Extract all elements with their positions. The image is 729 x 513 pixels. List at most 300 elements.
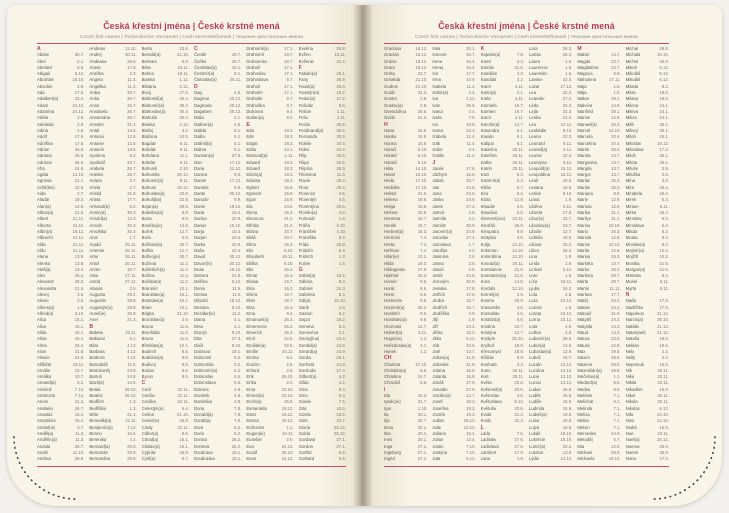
name-day-date: 25.1.	[659, 134, 669, 140]
name-label: Květa	[480, 380, 492, 386]
name-label: Bruna	[141, 323, 154, 329]
name-day-date: 15.8.	[417, 140, 428, 146]
name-day-date: 18.5.	[659, 342, 669, 348]
name-day-date: 7.6.	[468, 115, 476, 121]
name-day-date: 25.11.	[125, 241, 137, 247]
name-day-date: 2.9.	[516, 292, 524, 298]
name-day-date: 21.1.	[127, 412, 137, 418]
name-label: Jozefa	[432, 412, 445, 418]
name-label: Nikita	[625, 380, 637, 386]
name-label: Bernard(a)	[89, 443, 110, 449]
name-label: Bartoloměj	[89, 367, 110, 373]
name-day-date: 25.9.	[659, 449, 669, 455]
name-day-date: 10.11.	[657, 430, 669, 436]
name-label: Leopoldina	[528, 172, 551, 178]
name-day-date: 24.12.	[72, 102, 85, 108]
name-day-date: 17.9.	[417, 266, 428, 272]
name-label: Čeněk	[193, 52, 207, 58]
name-day-date: 19.6.	[562, 184, 573, 190]
name-day-date: 9.5.	[181, 367, 189, 373]
name-day-date: 19.12.	[229, 222, 242, 228]
name-day-date: 1.6.	[338, 216, 346, 222]
name-day-date: 13.4.	[74, 266, 85, 272]
name-day-date: 19.11.	[125, 329, 137, 335]
name-day-date: 27.11.	[125, 273, 137, 279]
name-day-date: 14.7.	[514, 121, 524, 127]
name-label: Benjamín(a)	[89, 424, 113, 430]
name-day-date: 1.2.	[420, 348, 428, 354]
name-label: Dita	[193, 336, 202, 342]
name-label: Erika	[246, 380, 257, 386]
name-day-date: 9.4.	[286, 109, 294, 115]
name-day-date: 18.12.	[657, 140, 669, 146]
name-day-date: 29.5.	[611, 355, 621, 361]
name-day-date: 22.3.	[562, 90, 573, 96]
name-day-date: 1.12.	[466, 96, 476, 102]
name-label: Blahomil(a)	[141, 96, 164, 102]
name-label: Lesana	[528, 184, 544, 190]
name-label: Fulvie	[298, 260, 311, 266]
name-label: Barbara	[89, 348, 105, 354]
name-label: Felicie	[298, 109, 312, 115]
name-label: Livie	[528, 273, 538, 279]
name-label: Florence	[298, 191, 316, 197]
name-day-date: 30.3.	[127, 210, 137, 216]
name-label: Michael	[577, 449, 593, 455]
name-day-date: 24.12.	[281, 443, 294, 449]
name-day-entry	[89, 456, 136, 462]
name-label: Hanuš	[384, 146, 397, 152]
name-day-date: 5.1.	[234, 146, 242, 152]
name-day-date: 10.4.	[231, 228, 242, 234]
name-label: Jiljí	[432, 317, 439, 323]
name-day-date: 12.9.	[611, 115, 621, 121]
name-day-date: 6.2.	[234, 430, 242, 436]
name-day-date: 15.9.	[466, 374, 476, 380]
name-day-date: 16.9.	[562, 399, 573, 405]
name-label: Mabel	[577, 52, 590, 58]
name-label: Kleopatra	[480, 228, 500, 234]
page-subtitle: Czech first names | Tschechische Vornamen | Cseh keresztelőnevek | Чешские крестильные имена	[415, 34, 638, 40]
name-label: Marie	[577, 197, 589, 203]
name-label: Kordula	[480, 285, 496, 291]
letter-header: A	[37, 45, 41, 52]
name-day-date: 15.2.	[336, 90, 346, 96]
name-label: Markéta	[577, 260, 593, 266]
name-label: Klaudius	[480, 210, 498, 216]
name-label: Astrid	[89, 279, 101, 285]
name-day-date: 11.1.	[179, 153, 189, 159]
name-label: Edwina	[246, 178, 261, 184]
name-day-date: 21.2.	[284, 222, 294, 228]
name-label: Bára	[89, 342, 99, 348]
name-label: Mína	[625, 178, 636, 184]
name-day-date: 5.2.	[234, 361, 242, 367]
name-day-date: 1.9.	[565, 254, 573, 260]
name-day-date: 4.10.	[336, 222, 346, 228]
name-label: Leontýna	[528, 159, 547, 165]
name-day-date: 1.1.	[613, 374, 621, 380]
name-label: Gerard(a)	[298, 348, 318, 354]
letter-header: E	[246, 121, 250, 128]
name-label: Igor	[384, 405, 392, 411]
name-day-date: 17.12.	[560, 83, 573, 89]
name-day-date: 31.3.	[417, 115, 428, 121]
name-day-date: 16.3.	[284, 273, 294, 279]
name-label: Blažena	[141, 134, 158, 140]
name-label: Leticie	[528, 191, 542, 197]
name-label: Lukrécie	[528, 437, 546, 443]
name-label: Albín(a)	[37, 228, 53, 234]
name-day-date: 24.3.	[336, 285, 346, 291]
name-day-date: 5.8.	[516, 317, 524, 323]
name-day-date: 24.9.	[611, 430, 621, 436]
name-label: Anastáz	[37, 412, 53, 418]
name-label: Jasmína	[432, 254, 449, 260]
name-label: Evan	[246, 456, 257, 462]
name-day-date: 30.7.	[74, 52, 85, 58]
name-day-date: 6.11.	[563, 266, 573, 272]
name-day-date: 23.4.	[74, 96, 85, 102]
name-label: Kamila	[480, 64, 494, 70]
name-day-date: 17.2.	[659, 146, 669, 152]
name-label: Florentýn	[298, 197, 317, 203]
name-label: Andula	[37, 443, 51, 449]
name-day-date: 13.9.	[562, 449, 573, 455]
name-label: Boris	[141, 235, 152, 241]
name-label: Justin	[432, 443, 444, 449]
name-day-date: 21.10.	[177, 52, 189, 58]
name-label: Melichar	[577, 399, 594, 405]
name-day-date: 11.3.	[75, 437, 85, 443]
name-day-date: 28.5.	[417, 109, 428, 115]
name-day-date: 26.6.	[74, 153, 85, 159]
left-page-content	[37, 5, 346, 506]
name-label: Irenej	[432, 64, 444, 70]
name-label: Bronislav(a)	[141, 317, 165, 323]
name-day-date: 4.1.	[234, 323, 242, 329]
name-label: Magdaléna	[577, 64, 599, 70]
name-label: Eva	[246, 443, 254, 449]
name-day-date: 10.2.	[659, 254, 669, 260]
letter-header: H	[384, 121, 388, 128]
name-label: Hroznata	[384, 323, 402, 329]
name-day-date: 29.7.	[611, 279, 621, 285]
name-day-date: 9.9.	[234, 184, 242, 190]
name-day-date: 4.4.	[468, 90, 476, 96]
name-label: Niobé	[625, 424, 637, 430]
name-day-date: 24.12.	[281, 456, 294, 462]
name-label: Milica	[625, 115, 637, 121]
name-day-date: 11.6.	[179, 329, 189, 335]
name-day-date: 19.1.	[611, 96, 621, 102]
name-label: Mario	[577, 228, 589, 234]
name-day-date: 26.7.	[127, 90, 137, 96]
name-day-date: 25.6.	[466, 102, 476, 108]
name-label: Budimír	[141, 348, 157, 354]
name-label: Ingrid	[384, 456, 395, 462]
name-day-date: 28.2.	[562, 443, 573, 449]
name-label: Kunhuta	[480, 361, 497, 367]
name-label: Filipína	[298, 165, 313, 171]
name-label: Noema	[625, 443, 640, 449]
name-label: Alenka	[37, 260, 51, 266]
name-day-date: 15.1.	[74, 329, 85, 335]
name-label: Mojžíš	[625, 254, 639, 260]
footer-rule	[384, 466, 669, 467]
name-day-date: 4.8.	[565, 323, 573, 329]
name-label: Egon	[246, 197, 257, 203]
name-day-date: 2.4.	[286, 380, 294, 386]
name-day-date: 14.3.	[611, 323, 621, 329]
name-day-date: 26.7.	[127, 172, 137, 178]
name-day-date: 17.11.	[609, 77, 621, 83]
name-label: Dag	[193, 90, 202, 96]
name-label: Andrea	[37, 456, 51, 462]
name-day-date: 10.1.	[179, 298, 189, 304]
name-day-date: 8.9.	[613, 191, 621, 197]
name-day-date: 25.1.	[659, 159, 669, 165]
name-day-date: 1.3.	[129, 399, 137, 405]
name-label: Dušan(a)	[246, 115, 264, 121]
name-label: Hynek	[384, 348, 397, 354]
name-label: Augustin	[89, 298, 107, 304]
letter-header: CH	[384, 355, 392, 362]
name-day-date: 31.7.	[417, 399, 428, 405]
name-label: Florián(a)	[298, 210, 318, 216]
name-label: Herta	[384, 241, 395, 247]
name-day-date: 24.8.	[127, 367, 137, 373]
name-day-date: 5.11.	[659, 279, 669, 285]
name-label: Lujza	[528, 424, 540, 430]
name-label: Jitka	[432, 336, 442, 342]
name-day-date: 20.12.	[229, 109, 242, 115]
name-label: Anežka	[89, 71, 104, 77]
name-label: Marian	[577, 178, 591, 184]
name-day-date: 16.1.	[179, 443, 189, 449]
name-day-date: 24.7.	[417, 374, 428, 380]
name-day-date: 7.1.	[613, 412, 621, 418]
name-label: Alexandr	[37, 279, 54, 285]
name-day-date: 24.1.	[659, 102, 669, 108]
name-day-date: 6.11.	[563, 159, 573, 165]
name-label: Michel	[625, 58, 639, 64]
name-day-date: 12.4.	[466, 437, 476, 443]
name-day-date: 16.7.	[514, 109, 524, 115]
name-day-date: 1.1.	[286, 424, 294, 430]
name-day-date: 19.12.	[229, 298, 242, 304]
name-day-date: 21.11.	[72, 247, 85, 253]
name-label: Ivo	[432, 121, 439, 127]
name-day-date: 6.1.	[516, 127, 524, 133]
name-day-date: 25.1.	[659, 121, 669, 127]
name-day-date: 28.8.	[127, 298, 137, 304]
name-label: Marion	[577, 241, 591, 247]
name-label: Luboš	[528, 355, 541, 361]
name-label: Blahomír(a)	[141, 102, 165, 108]
name-day-date: 3.3.	[516, 58, 524, 64]
name-label: Augusta	[89, 292, 106, 298]
name-label: Leokádie	[528, 127, 547, 133]
name-label: Bertold(a)	[141, 52, 161, 58]
name-day-date: 4.2.	[338, 374, 346, 380]
name-day-date: 17.1.	[284, 45, 294, 51]
name-day-date: 17.9.	[659, 304, 669, 310]
name-day-date: 30.3.	[127, 228, 137, 234]
name-label: Cecílie	[141, 393, 155, 399]
name-day-date: 9.11.	[179, 146, 189, 152]
name-label: Nepomuk	[625, 361, 645, 367]
name-day-date: 6.11.	[563, 140, 573, 146]
name-day-date: 15.8.	[417, 134, 428, 140]
name-label: Elina	[246, 241, 256, 247]
name-label: Aida	[37, 191, 46, 197]
name-day-date: 2.6.	[468, 210, 476, 216]
name-day-date: 17.5.	[127, 64, 137, 70]
name-day-date: 25.12.	[657, 437, 669, 443]
name-label: Horác	[384, 285, 396, 291]
letter-header: Č	[193, 45, 198, 52]
name-label: Eliáš	[246, 235, 256, 241]
name-label: Darja	[193, 228, 205, 234]
name-label: Ludvík(a)	[528, 412, 547, 418]
name-day-date: 16.1.	[231, 64, 242, 70]
name-label: Guido	[384, 90, 396, 96]
name-day-date: 19.12.	[229, 203, 242, 209]
name-label: Drahotín	[246, 90, 263, 96]
name-label: Martina	[577, 292, 592, 298]
name-label: Aleš(a)	[37, 266, 51, 272]
name-day-date: 19.12.	[281, 405, 294, 411]
name-day-date: 5.5.	[338, 449, 346, 455]
name-day-date: 22.11.	[177, 386, 189, 392]
name-day-date: 17.10.	[415, 178, 428, 184]
name-label: Estera	[246, 418, 259, 424]
name-label: Libor(a)	[528, 216, 544, 222]
name-day-date: 18.3.	[284, 178, 294, 184]
name-label: Jetřich	[432, 292, 445, 298]
name-day-date: 15.9.	[284, 191, 294, 197]
name-day-date: 20.11.	[657, 374, 669, 380]
name-label: Ambrozie	[37, 393, 56, 399]
name-label: Erazim	[246, 361, 260, 367]
name-day-date: 20.4.	[611, 134, 621, 140]
name-label: Bojan(a)	[141, 203, 158, 209]
name-day-date: 1.3.	[338, 254, 346, 260]
name-label: Marlena	[577, 273, 593, 279]
name-label: Čestmír(a)	[193, 71, 215, 77]
name-day-date: 4.4.	[468, 109, 476, 115]
name-label: Lara	[528, 45, 538, 51]
name-label: Lukáš	[528, 430, 541, 436]
name-day-date: 2.8.	[420, 96, 428, 102]
name-day-date: 30.5.	[336, 121, 346, 127]
name-label: Maxmilián(a)	[577, 367, 602, 373]
name-label: Celestýn(a)	[141, 405, 164, 411]
name-label: Grácie	[384, 58, 397, 64]
name-day-date: 27.1.	[417, 456, 428, 462]
name-label: Griselda	[384, 77, 401, 83]
name-day-date: 13.1.	[417, 254, 428, 260]
name-day-date: 17.8.	[562, 210, 573, 216]
name-label: Miloň	[625, 134, 636, 140]
name-label: Ede	[246, 134, 254, 140]
name-label: Lola	[528, 292, 538, 298]
name-day-date: 4.5.	[516, 304, 524, 310]
name-label: Bohdan	[141, 146, 157, 152]
name-day-date: 10.11.	[560, 121, 573, 127]
name-label: Elza	[246, 304, 255, 310]
name-label: Maja	[577, 83, 587, 89]
name-label: Harold	[384, 159, 397, 165]
name-label: Naďa	[625, 298, 637, 304]
name-label: Josef	[432, 399, 443, 405]
name-label: Ignác(ie)	[384, 399, 401, 405]
name-day-date: 26.7.	[127, 109, 137, 115]
name-label: Diana	[193, 317, 206, 323]
name-label: Arzen	[89, 266, 101, 272]
name-day-date: 9.5.	[181, 361, 189, 367]
name-label: Melisa	[577, 412, 590, 418]
name-label: Adalbert(a)	[37, 96, 59, 102]
name-label: Jiřina	[432, 329, 443, 335]
name-day-date: 12.7.	[179, 228, 189, 234]
name-day-date: 16.9.	[562, 235, 573, 241]
name-label: Matyáš	[577, 317, 592, 323]
name-day-date: 4.8.	[234, 386, 242, 392]
name-day-date: 26.7.	[74, 405, 85, 411]
name-label: Monika	[625, 260, 640, 266]
name-day-date: 19.1.	[231, 348, 242, 354]
name-label: Kasián	[480, 134, 494, 140]
name-label: Alida	[37, 329, 47, 335]
name-day-date: 22.8.	[179, 191, 189, 197]
name-label: Felix	[298, 115, 308, 121]
name-day-date: 21.11.	[72, 241, 85, 247]
name-day-date: 3.6.	[516, 235, 524, 241]
name-label: Erna	[246, 386, 256, 392]
name-day-date: 20.7.	[284, 235, 294, 241]
name-label: Kolombína	[480, 254, 502, 260]
name-label: Elmar	[246, 273, 258, 279]
name-day-date: 22.11.	[177, 399, 189, 405]
name-label: Křišťan	[480, 355, 495, 361]
name-label: Gabin(a)	[298, 273, 316, 279]
name-label: Háta	[384, 165, 394, 171]
name-label: Nikodém	[625, 386, 643, 392]
name-label: Čestislav(a)	[193, 64, 217, 70]
name-day-date: 29.5.	[611, 367, 621, 373]
name-label: Drahomír	[246, 52, 265, 58]
name-day-date: 4.12.	[127, 355, 137, 361]
name-day-date: 11.12.	[229, 165, 242, 171]
name-label: Antonín	[89, 146, 105, 152]
name-label: Branimír	[141, 285, 158, 291]
name-day-date: 28.12.	[177, 172, 189, 178]
name-label: Lambert	[480, 449, 497, 455]
name-label: Beatrix	[89, 393, 103, 399]
name-day-date: 24.1.	[659, 115, 669, 121]
name-day-date: 18.3.	[284, 159, 294, 165]
name-label: Gotfrid	[298, 449, 312, 455]
name-label: Gisela	[298, 399, 311, 405]
name-day-date: 5.8.	[420, 380, 428, 386]
name-label: Lina	[528, 254, 538, 260]
name-label: Bohdar	[141, 159, 156, 165]
name-label: Mikoláš	[625, 71, 641, 77]
name-day-date: 11.6.	[179, 336, 189, 342]
name-label: Líza	[528, 279, 538, 285]
